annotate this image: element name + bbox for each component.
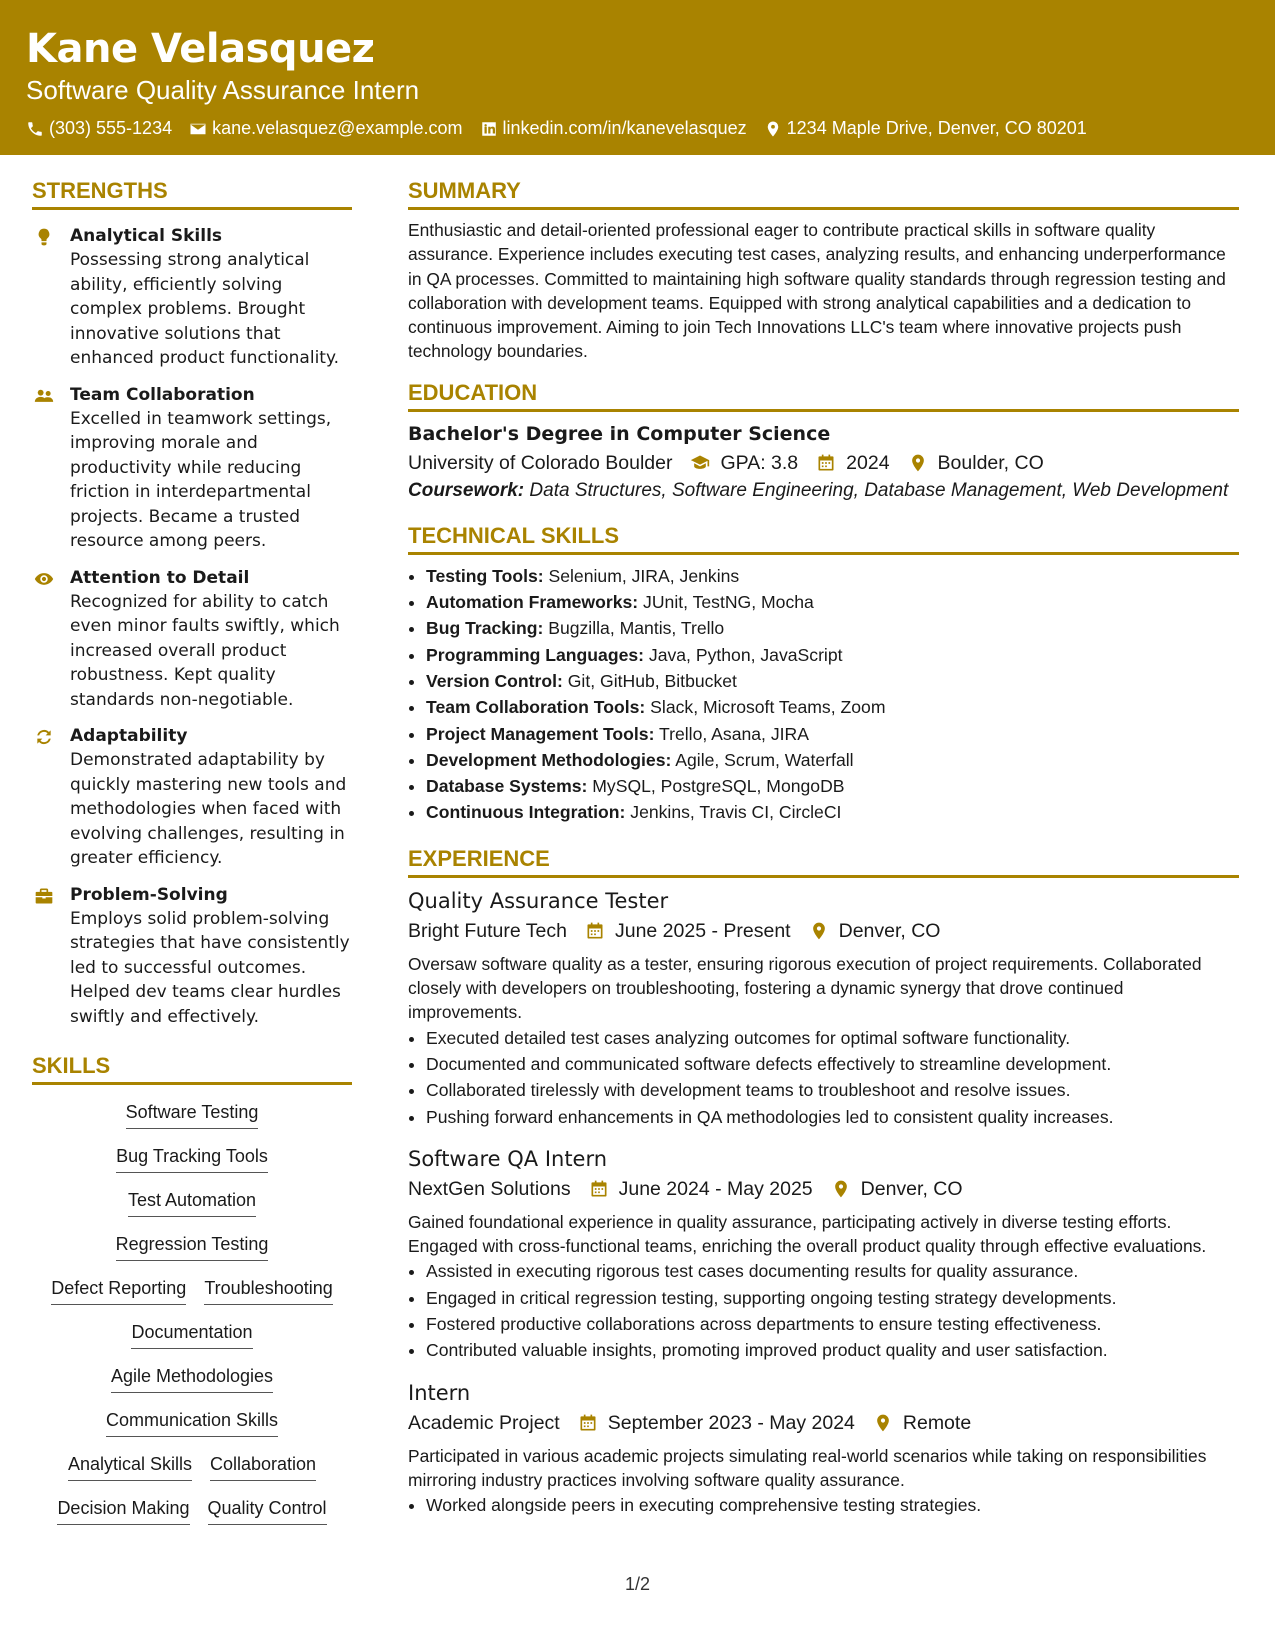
skill-tag: Communication Skills: [106, 1407, 278, 1437]
phone-text: (303) 555-1234: [49, 118, 173, 138]
strength-title: Problem-Solving: [70, 884, 228, 905]
job-bullet: • Pushing forward enhancements in QA methodologies led to consistent quality increases.: [426, 1104, 1239, 1130]
map-marker-icon: [764, 120, 782, 138]
job-title: Quality Assurance Tester: [408, 888, 669, 913]
degree-title: Bachelor's Degree in Computer Science: [408, 422, 831, 445]
strength-title: Analytical Skills: [70, 226, 223, 246]
coursework-label: Coursework:: [408, 479, 525, 501]
skills-list: [32, 1099, 352, 1539]
strength-desc: Demonstrated adaptability by quickly mastering new tools and methodologies when faced with evolving challenges, resulting in greater efficiency.: [70, 750, 347, 868]
calendar-icon: [578, 1413, 598, 1433]
job-description: Gained foundational experience in quality assurance, participating actively in diverse testing efforts. Engaged with cross-functional teams, enriching the overall product quality through effective evaluations.: [408, 1211, 1207, 1257]
job-bullet: • Executed detailed test cases analyzing outcomes for optimal software functionality.: [426, 1025, 1239, 1051]
envelope-icon: [189, 120, 207, 138]
strengths-list: [32, 224, 352, 1029]
job-bullet: • Worked alongside peers in executing comprehensive testing strategies.: [426, 1492, 1239, 1518]
summary-text: Enthusiastic and detail-oriented professional eager to contribute practical skills in software quality assurance. Experience includes executing test cases, analyzing results, and enhancing underperformance in QA processes. Committed to maintaining high software quality standards through regression testing and collaboration with development teams. Equipped with strong analytical capabilities and a dedication to continuous improvement. Aiming to join Tech Innovations LLC's team where innovative projects push technology boundaries.: [408, 220, 1226, 362]
strength-title: Attention to Detail: [70, 567, 250, 588]
users-icon: [34, 386, 54, 406]
map-marker-icon: [809, 921, 829, 941]
tech-skill-item: • Database Systems: MySQL, PostgreSQL, MongoDB: [426, 773, 1239, 799]
linkedin-text[interactable]: linkedin.com/in/kanevelasquez: [502, 118, 747, 138]
tech-skill-item: • Bug Tracking: Bugzilla, Mantis, Trello: [426, 615, 1239, 641]
lightbulb-icon: [34, 227, 54, 247]
job-description: Oversaw software quality as a tester, ensuring rigorous execution of project requirements. Collaborated closely with developers on troubleshooting, fostering a dynamic synergy that drove continued improvements.: [408, 953, 1202, 1023]
skill-tag: Defect Reporting: [51, 1275, 186, 1305]
job-title: Intern: [408, 1380, 471, 1405]
job-dates: June 2025 - Present: [614, 919, 791, 942]
gpa-text: GPA: 3.8: [720, 451, 799, 474]
tech-skill-item: • Automation Frameworks: JUnit, TestNG, Mocha: [426, 589, 1239, 615]
strength-item: [32, 224, 352, 371]
education-meta: [408, 448, 1239, 478]
job-title: Software QA Intern: [408, 1146, 608, 1171]
map-marker-icon: [831, 1179, 851, 1199]
job-bullet: • Assisted in executing rigorous test cases documenting results for quality assurance.: [426, 1258, 1239, 1284]
candidate-name: Kane Velasquez: [26, 26, 375, 72]
strength-item: [32, 883, 352, 1030]
experience-heading: EXPERIENCE: [408, 844, 1239, 878]
job-bullets: [408, 1025, 1239, 1130]
left-column: [32, 176, 352, 1539]
coursework-text: Data Structures, Software Engineering, Database Management, Web Development: [529, 479, 1229, 501]
calendar-icon: [585, 921, 605, 941]
tech-skill-item: • Version Control: Git, GitHub, Bitbucket: [426, 668, 1239, 694]
coursework: [408, 478, 1239, 503]
experience-entry: [408, 1144, 1239, 1364]
school-location: Boulder, CO: [937, 451, 1044, 474]
calendar-icon: [816, 453, 836, 473]
company-name: NextGen Solutions: [408, 1177, 571, 1200]
skill-tag: Documentation: [131, 1319, 252, 1349]
tech-skill-item: • Project Management Tools: Trello, Asana, JIRA: [426, 721, 1239, 747]
tech-skill-item: • Programming Languages: Java, Python, JavaScript: [426, 642, 1239, 668]
company-name: Bright Future Tech: [408, 919, 567, 942]
job-location: Denver, CO: [838, 919, 941, 942]
school-name: University of Colorado Boulder: [408, 451, 673, 474]
strength-item: [32, 383, 352, 554]
tech-skill-item: • Testing Tools: Selenium, JIRA, Jenkins: [426, 563, 1239, 589]
phone-icon: [26, 120, 44, 138]
contact-bar: [26, 118, 1249, 139]
email-text[interactable]: kane.velasquez@example.com: [212, 118, 463, 138]
job-bullet: • Contributed valuable insights, promoting improved product quality and user satisfaction.: [426, 1337, 1239, 1363]
job-meta: [408, 1174, 1239, 1204]
skill-tag: Analytical Skills: [68, 1451, 192, 1481]
tech-skill-item: • Team Collaboration Tools: Slack, Microsoft Teams, Zoom: [426, 694, 1239, 720]
skill-tag: Collaboration: [210, 1451, 316, 1481]
resume-header: [0, 0, 1275, 155]
strength-item: [32, 566, 352, 713]
tech-skill-item: • Continuous Integration: Jenkins, Travis CI, CircleCI: [426, 799, 1239, 825]
strength-title: Adaptability: [70, 726, 188, 746]
candidate-title: Software Quality Assurance Intern: [26, 75, 420, 105]
job-location: Denver, CO: [860, 1177, 963, 1200]
skill-tag: Test Automation: [128, 1187, 256, 1217]
eye-icon: [34, 569, 54, 589]
job-bullet: • Documented and communicated software defects effectively to streamline development.: [426, 1051, 1239, 1077]
right-column: [408, 176, 1239, 1533]
job-location: Remote: [902, 1411, 972, 1434]
experience-entry: [408, 1378, 1239, 1519]
map-marker-icon: [873, 1413, 893, 1433]
graduation-year: 2024: [846, 451, 890, 474]
job-bullet: • Fostered productive collaborations across departments to ensure testing effectiveness.: [426, 1311, 1239, 1337]
sync-icon: [34, 727, 54, 747]
summary-heading: SUMMARY: [408, 176, 1239, 210]
job-dates: June 2024 - May 2025: [618, 1177, 813, 1200]
toolbox-icon: [34, 886, 54, 906]
job-bullet: • Collaborated tirelessly with development teams to troubleshoot and resolve issues.: [426, 1077, 1239, 1103]
skill-tag: Bug Tracking Tools: [116, 1143, 268, 1173]
page-number: 1/2: [624, 1574, 651, 1594]
job-meta: [408, 916, 1239, 946]
job-dates: September 2023 - May 2024: [607, 1411, 855, 1434]
contact-phone: [26, 118, 172, 139]
tech-skill-item: • Development Methodologies: Agile, Scrum, Waterfall: [426, 747, 1239, 773]
contact-address: [764, 118, 1087, 139]
skill-tag: Agile Methodologies: [111, 1363, 273, 1393]
graduation-cap-icon: [690, 453, 710, 473]
technical-skills-list: [408, 563, 1239, 826]
job-bullet: • Engaged in critical regression testing, supporting ongoing testing strategy developments.: [426, 1285, 1239, 1311]
calendar-icon: [589, 1179, 609, 1199]
linkedin-icon: [480, 120, 498, 138]
skill-tag: Regression Testing: [116, 1231, 269, 1261]
job-meta: [408, 1408, 1239, 1438]
contact-email[interactable]: [189, 118, 462, 139]
skill-tag: Software Testing: [126, 1099, 259, 1129]
map-marker-icon: [908, 453, 928, 473]
company-name: Academic Project: [408, 1411, 560, 1434]
strength-desc: Excelled in teamwork settings, improving morale and productivity while reducing friction in interdepartmental projects. Became a trusted resource among peers.: [70, 408, 332, 551]
skill-tag: Decision Making: [57, 1495, 189, 1525]
skill-tag: Troubleshooting: [204, 1275, 332, 1305]
strengths-heading: STRENGTHS: [32, 176, 352, 210]
address-text: 1234 Maple Drive, Denver, CO 80201: [786, 118, 1087, 138]
strength-desc: Employs solid problem-solving strategies that have consistently led to successful outcomes. Helped dev teams clear hurdles swiftly and effectively.: [70, 908, 350, 1027]
skills-heading: SKILLS: [32, 1051, 352, 1085]
experience-entry: [408, 886, 1239, 1130]
strength-title: Team Collaboration: [70, 384, 255, 405]
technical-skills-heading: TECHNICAL SKILLS: [408, 521, 1239, 555]
strength-desc: Possessing strong analytical ability, efficiently solving complex problems. Brought innovative solutions that enhanced product functionality.: [70, 250, 340, 368]
job-bullets: [408, 1258, 1239, 1363]
skill-tag: Quality Control: [208, 1495, 327, 1525]
strength-desc: Recognized for ability to catch even minor faults swiftly, which increased overall product robustness. Kept quality standards non-negotiable.: [70, 591, 340, 710]
education-heading: EDUCATION: [408, 378, 1239, 412]
job-bullets: [408, 1492, 1239, 1518]
job-description: Participated in various academic projects simulating real-world scenarios while taking on responsibilities mirroring industry practices involving software quality assurance.: [408, 1445, 1207, 1490]
contact-linkedin[interactable]: [480, 118, 747, 139]
strength-item: [32, 724, 352, 871]
